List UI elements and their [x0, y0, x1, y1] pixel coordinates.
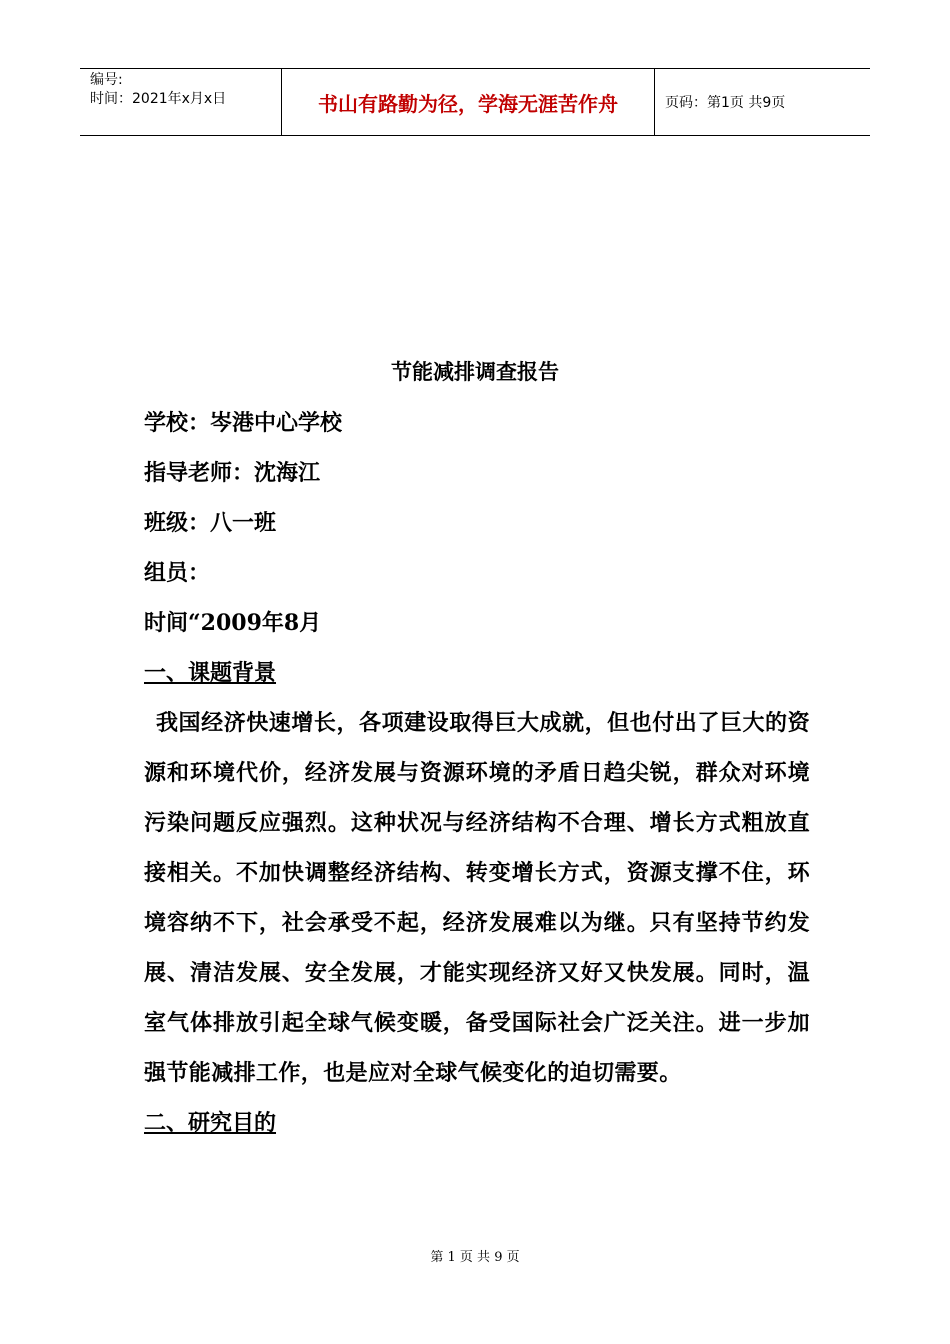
time-line: 时间“2009年8月: [144, 610, 322, 636]
document-body: [144, 398, 810, 1148]
members-line: 组员：: [144, 560, 211, 586]
section-paragraph-background: 我国经济快速增长，各项建设取得巨大成就，但也付出了巨大的资源和环境代价，经济发展与资源环境的矛盾日趋尖锐，群众对环境污染问题反应强烈。这种状况与经济结构不合理、增长方式粗放直接相关。不加快调整经济结构、转变增长方式，资源支撑不住，环境容纳不下，社会承受不起，经济发展难以为继。只有坚持节约发展、清洁发展、安全发展，才能实现经济又好又快发展。同时，温室气体排放引起全球气候变暖，备受国际社会广泛关注。进一步加强节能减排工作，也是应对全球气候变化的迫切需要。: [144, 710, 810, 1086]
header-motto: 书山有路勤为径，学海无涯苦作舟: [282, 69, 655, 135]
teacher-line: 指导老师：沈海江: [144, 460, 321, 486]
header-page-info: 页码：第1页 共9页: [665, 95, 786, 111]
number-label: 编号:: [90, 72, 123, 88]
document-title: 节能减排调查报告: [391, 359, 559, 384]
time-label: 时间：2021年x月x日: [90, 91, 227, 107]
section-heading-purpose: 二、研究目的: [144, 1110, 277, 1136]
page-header: [80, 68, 870, 136]
page-footer: 第 1 页 共 9 页: [430, 1250, 520, 1265]
class-line: 班级：八一班: [144, 510, 277, 536]
school-line: 学校：岑港中心学校: [144, 410, 343, 436]
header-meta: [80, 69, 282, 135]
section-heading-background: 一、课题背景: [144, 660, 277, 686]
